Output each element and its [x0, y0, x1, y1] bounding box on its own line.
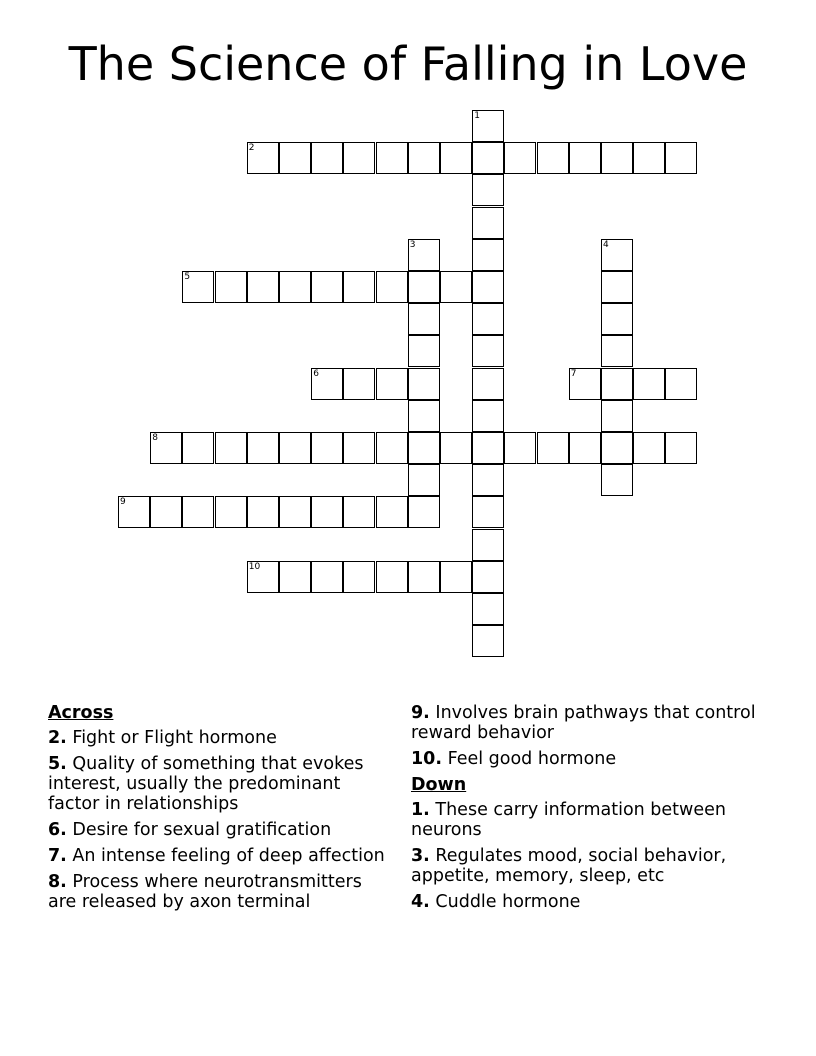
clue-number: 9. [411, 703, 430, 723]
grid-cell[interactable] [182, 271, 214, 303]
clue-across-2 [48, 728, 393, 748]
grid-cell[interactable] [408, 142, 440, 174]
clue-text: Fight or Flight hormone [72, 728, 277, 748]
grid-cell[interactable] [279, 561, 311, 593]
clue-number: 10. [411, 749, 443, 769]
grid-cell[interactable] [472, 593, 504, 625]
clue-number-label: 4 [603, 239, 609, 250]
grid-cell[interactable] [472, 207, 504, 239]
clue-text: An intense feeling of deep affection [72, 846, 385, 866]
grid-cell[interactable] [247, 432, 279, 464]
clue-across-9 [411, 703, 766, 743]
clues-right-column [411, 703, 766, 918]
clue-number-label: 2 [248, 143, 255, 154]
down-heading: Down [411, 775, 467, 795]
grid-cell[interactable] [472, 142, 504, 174]
clue-number-label: 5 [184, 272, 191, 282]
grid-cell[interactable] [472, 464, 504, 496]
grid-cell[interactable] [665, 432, 697, 464]
grid-cell[interactable] [601, 400, 633, 432]
clue-number-label: 9 [120, 497, 126, 508]
grid-cell[interactable] [343, 496, 375, 528]
grid-cell[interactable] [215, 271, 247, 303]
grid-cell[interactable] [472, 303, 504, 335]
grid-cell[interactable] [376, 432, 408, 464]
grid-cell[interactable] [247, 271, 279, 303]
grid-cell[interactable] [408, 303, 440, 335]
grid-cell[interactable] [665, 368, 697, 400]
grid-cell[interactable] [440, 271, 472, 303]
grid-cell[interactable] [633, 368, 665, 400]
grid-cell[interactable] [440, 142, 472, 174]
grid-cell[interactable] [601, 335, 633, 367]
grid-cell[interactable] [472, 335, 504, 367]
grid-cell[interactable] [601, 271, 633, 303]
grid-cell[interactable] [601, 432, 633, 464]
grid-cell[interactable] [472, 625, 504, 657]
grid-cell[interactable] [215, 432, 247, 464]
clue-text: These carry information between neurons [411, 800, 726, 840]
grid-cell[interactable] [408, 368, 440, 400]
grid-cell[interactable] [601, 239, 633, 271]
grid-cell[interactable] [279, 432, 311, 464]
grid-cell[interactable] [472, 561, 504, 593]
clue-across-7 [48, 846, 393, 866]
clue-number: 8. [48, 872, 67, 892]
grid-cell[interactable] [504, 142, 536, 174]
grid-cell[interactable] [472, 368, 504, 400]
grid-cell[interactable] [343, 142, 375, 174]
grid-cell[interactable] [408, 239, 440, 271]
grid-cell[interactable] [633, 142, 665, 174]
grid-cell[interactable] [601, 303, 633, 335]
clue-across-6 [48, 820, 393, 840]
grid-cell[interactable] [472, 400, 504, 432]
clue-number-label: 7 [570, 368, 577, 379]
clue-text: Quality of something that evokes interest, usually the predominant factor in relationships [48, 754, 364, 814]
clues-left-column [48, 703, 393, 918]
grid-cell[interactable] [569, 432, 601, 464]
grid-cell[interactable] [601, 142, 633, 174]
clue-across-8 [48, 872, 393, 912]
grid-cell[interactable] [279, 142, 311, 174]
clue-number: 3. [411, 846, 430, 866]
grid-cell[interactable] [376, 496, 408, 528]
grid-cell[interactable] [343, 271, 375, 303]
clue-number: 2. [48, 728, 67, 748]
clue-text: Desire for sexual gratification [72, 820, 332, 840]
grid-cell[interactable] [311, 271, 343, 303]
grid-cell[interactable] [182, 496, 214, 528]
clue-text: Process where neurotransmitters are released by axon terminal [48, 872, 362, 912]
grid-cell[interactable] [408, 271, 440, 303]
grid-cell[interactable] [537, 432, 569, 464]
grid-cell[interactable] [247, 496, 279, 528]
grid-cell[interactable] [182, 432, 214, 464]
grid-cell[interactable] [440, 432, 472, 464]
clue-text: Cuddle hormone [435, 892, 581, 912]
grid-cell[interactable] [408, 464, 440, 496]
grid-cell[interactable] [343, 368, 375, 400]
grid-cell[interactable] [440, 561, 472, 593]
grid-cell[interactable] [279, 271, 311, 303]
clue-down-4 [411, 892, 766, 912]
grid-cell[interactable] [504, 432, 536, 464]
across-heading: Across [48, 703, 114, 723]
clue-number-label: 10 [248, 561, 261, 572]
clue-number-label: 8 [152, 433, 158, 443]
grid-cell[interactable] [118, 496, 150, 528]
grid-cell[interactable] [376, 271, 408, 303]
grid-cell[interactable] [633, 432, 665, 464]
clue-number-label: 1 [474, 111, 480, 121]
clue-number: 1. [411, 800, 430, 820]
grid-cell[interactable] [215, 496, 247, 528]
clue-across-5 [48, 754, 393, 814]
grid-cell[interactable] [472, 239, 504, 271]
grid-cell[interactable] [601, 464, 633, 496]
page-title: The Science of Falling in Love [68, 37, 748, 91]
clue-number-label: 6 [313, 368, 319, 379]
grid-cell[interactable] [601, 368, 633, 400]
grid-cell[interactable] [408, 400, 440, 432]
grid-cell[interactable] [569, 368, 601, 400]
grid-cell[interactable] [665, 142, 697, 174]
grid-cell[interactable] [472, 432, 504, 464]
grid-cell[interactable] [472, 174, 504, 206]
grid-cell[interactable] [279, 496, 311, 528]
grid-cell[interactable] [472, 271, 504, 303]
clue-down-3 [411, 846, 766, 886]
grid-cell[interactable] [376, 561, 408, 593]
clue-text: Feel good hormone [447, 749, 617, 769]
grid-cell[interactable] [247, 142, 279, 174]
grid-cell[interactable] [311, 561, 343, 593]
grid-cell[interactable] [569, 142, 601, 174]
clue-number: 4. [411, 892, 430, 912]
grid-cell[interactable] [472, 529, 504, 561]
grid-cell[interactable] [150, 496, 182, 528]
clue-number: 5. [48, 754, 67, 774]
clue-number: 6. [48, 820, 67, 840]
grid-cell[interactable] [311, 142, 343, 174]
grid-cell[interactable] [408, 432, 440, 464]
grid-cell[interactable] [408, 561, 440, 593]
clue-text: Involves brain pathways that control reward behavior [411, 703, 756, 743]
grid-cell[interactable] [472, 110, 504, 142]
clue-number-label: 3 [409, 239, 416, 250]
grid-cell[interactable] [376, 368, 408, 400]
clue-number: 7. [48, 846, 67, 866]
grid-cell[interactable] [311, 368, 343, 400]
grid-cell[interactable] [376, 142, 408, 174]
grid-cell[interactable] [537, 142, 569, 174]
grid-cell[interactable] [408, 496, 440, 528]
clue-text: Regulates mood, social behavior, appetite, memory, sleep, etc [411, 846, 727, 886]
clue-across-10 [411, 749, 766, 769]
grid-cell[interactable] [408, 335, 440, 367]
grid-cell[interactable] [247, 561, 279, 593]
grid-cell[interactable] [150, 432, 182, 464]
grid-cell[interactable] [343, 432, 375, 464]
grid-cell[interactable] [472, 496, 504, 528]
grid-cell[interactable] [311, 432, 343, 464]
clue-down-1 [411, 800, 766, 840]
grid-cell[interactable] [311, 496, 343, 528]
grid-cell[interactable] [343, 561, 375, 593]
